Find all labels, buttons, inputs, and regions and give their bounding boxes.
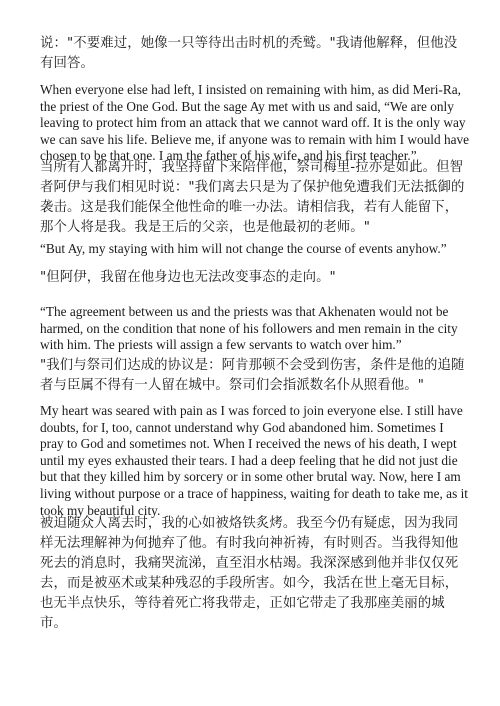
paragraph-zh-1: 说："不要难过，她像一只等待出击时机的秃鹫。"我请他解释，但他没有回答。 [40,36,458,71]
paragraph-zh-5: 被迫随众人离去时，我的心如被烙铁炙烤。我至今仍有疑虑，因为我同样无法理解神为何抛弃了他。有时我向神祈祷，有时则否。当我得知他死去的消息时，我痛哭流涕，直至泪水枯竭。我深深感到他并非仅仅死去，而是被巫术或某种残忍的手段所害。如今，我活在世上毫无目标，也无半点快乐，等待着死亡将我带走，正如它带走了我那座美丽的城市。 [40,516,459,631]
paragraph-zh-2: 当所有人都离开时，我坚持留下来陪伴他，祭司梅里-拉亦是如此。但智者阿伊与我们相见时说："我们离去只是为了保护他免遭我们无法抵御的袭击。这是我们能保全他性命的唯一办法。请相信我，若有人能留下，那个人将是我。我是王后的父亲，也是他最初的老师。" [40,160,465,235]
paragraph-en-2: “But Ay, my staying with him will not change the course of events anyhow.” [40,241,447,256]
paragraph-en-4: My heart was seared with pain as I was forced to join everyone else. I still have doubts, for I, too, cannot understand why God abandoned him. Sometimes I pray to God and sometimes not. When I received the news of his death, I wept until my eyes exhausted their tears. I had a deep feeling that he did not just die but that they killed him by sorcery or in some other brutal way. Now, here I am living without purpose or a trace of happiness, waiting for death to take me, as it took my beautiful city. [40,403,468,518]
paragraph-zh-3: "但阿伊，我留在他身边也无法改变事态的走向。" [40,270,336,285]
paragraph-en-3: “The agreement between us and the priests was that Akhenaten would not be harmed, on the condition that none of his followers and men remain in the city with him. The priests will assign a few servants to watch over him.” [40,304,458,353]
paragraph-en-1: When everyone else had left, I insisted on remaining with him, as did Meri-Ra, the priest of the One God. But the sage Ay met with us and said, “We are only leaving to protect him from an attack that we cannot ward off. It is the only way we can save his life. Believe me, if anyone was to remain with him I would have chosen to be that one. I am the father of his wife, and his first teacher.” [40,82,470,164]
paragraph-zh-4: "我们与祭司们达成的协议是：阿肯那顿不会受到伤害，条件是他的追随者与臣属不得有一人留在城中。祭司们会指派数名仆从照看他。" [40,358,465,393]
